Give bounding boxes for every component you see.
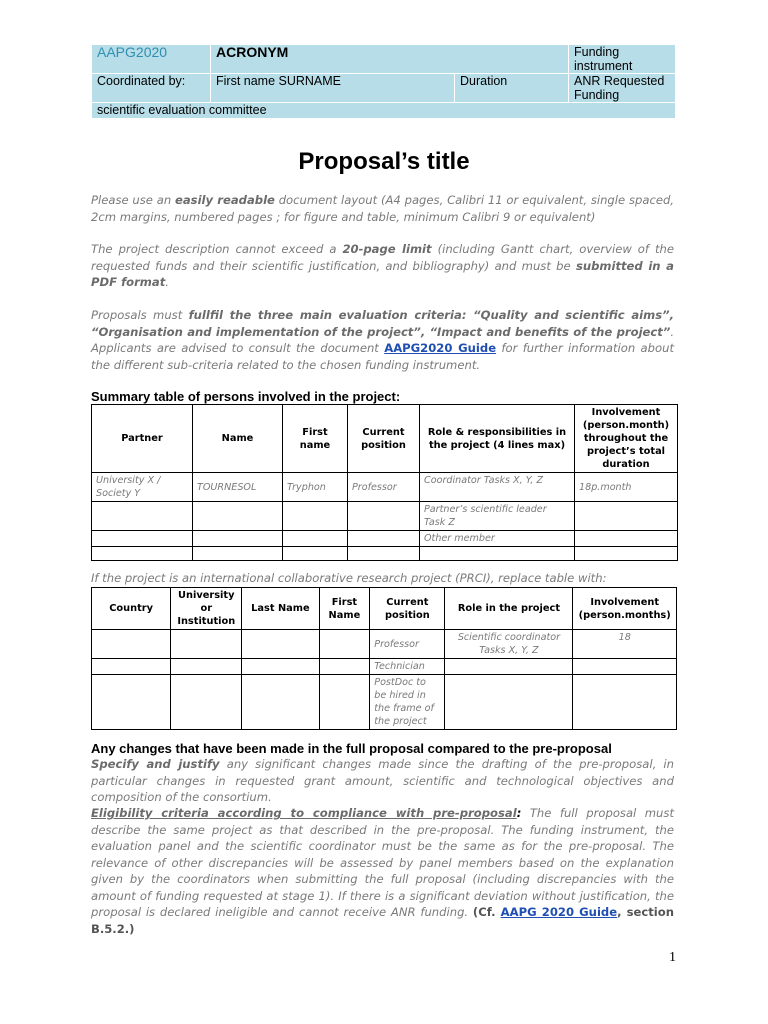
acronym-label: ACRONYM	[216, 44, 289, 60]
text: The project description cannot exceed a	[91, 242, 343, 256]
table-row	[92, 531, 678, 547]
table-cell: Professor	[348, 473, 420, 502]
table-cell	[319, 659, 370, 675]
text: . Applicants are advised to consult the document	[91, 324, 674, 355]
table-cell: Scientific coordinator Tasks X, Y, Z	[445, 630, 573, 659]
table-cell	[283, 502, 348, 531]
table-cell: University X / Society Y	[92, 473, 193, 502]
table-cell: Professor	[370, 630, 445, 659]
table-cell	[283, 531, 348, 547]
acronym-cell	[211, 45, 569, 74]
table-cell: TOURNESOL	[193, 473, 283, 502]
changes-paragraph	[91, 756, 674, 806]
table-cell	[445, 675, 573, 730]
table-cell	[242, 675, 319, 730]
emphasis: easily readable	[175, 193, 275, 207]
table-cell	[92, 659, 171, 675]
text: (including Gantt chart, overview of the requested funds and their scientific justification, and bibliography) and must be	[91, 242, 675, 273]
column-header: Role in the project	[445, 588, 573, 630]
eligibility-paragraph	[91, 805, 674, 937]
column-header: Last Name	[242, 588, 319, 630]
column-header: First Name	[319, 588, 370, 630]
table-cell	[348, 531, 420, 547]
text: , section B.5.2.)	[91, 905, 674, 936]
table-row	[92, 675, 677, 730]
table-cell: 18	[573, 630, 677, 659]
column-header: Current position	[348, 405, 420, 473]
committee-label: scientific evaluation committee	[92, 103, 676, 119]
table-cell	[283, 547, 348, 561]
table-row	[92, 473, 678, 502]
table-cell: PostDoc to be hired in the frame of the project	[370, 675, 445, 730]
table-cell	[92, 547, 193, 561]
table-cell	[193, 531, 283, 547]
table-cell	[92, 675, 171, 730]
table-cell	[171, 659, 242, 675]
brand-cell	[92, 45, 211, 74]
column-header: Role & responsibilities in the project (4 lines max)	[420, 405, 575, 473]
summary-table-heading: Summary table of persons involved in the project:	[91, 389, 401, 404]
page-number: 1	[669, 950, 676, 965]
table-cell	[193, 547, 283, 561]
table-cell	[92, 531, 193, 547]
text: Proposals must	[91, 308, 189, 322]
coordinator-name: First name SURNAME	[211, 74, 455, 103]
text: document layout (A4 pages, Calibri 11 or equivalent, single spaced, 2cm margins, numbered pages ; for figure and table, minimum Calibri 9 or equivalent)	[91, 193, 674, 224]
changes-heading: Any changes that have been made in the full proposal compared to the pre-proposal	[91, 741, 612, 756]
table-cell	[348, 502, 420, 531]
aapg-guide-2020-link[interactable]: AAPG 2020 Guide	[500, 905, 618, 919]
text: (Cf.	[472, 905, 501, 919]
table-cell: Technician	[370, 659, 445, 675]
emphasis: Specify and justify	[91, 757, 220, 771]
duration-label: Duration	[455, 74, 569, 103]
colon: :	[516, 806, 522, 820]
table-cell	[573, 675, 677, 730]
text: for further information about the different sub-criteria related to the chosen funding instrument.	[91, 341, 674, 372]
table-cell	[575, 502, 678, 531]
column-header: Involvement (person.months)	[573, 588, 677, 630]
brand-label: AAPG2020	[97, 44, 168, 60]
table-cell	[573, 659, 677, 675]
intro-paragraph-1	[91, 192, 674, 225]
emphasis: fullfil the three main evaluation criteria: “Quality and scientific aims”, “Organisation and implementation of the project”, “Impact and benefits of the project”	[91, 308, 674, 339]
text: Please use an	[91, 193, 175, 207]
text: any significant changes made since the drafting of the pre-proposal, in particular changes in requested grant amount, scientific and technological objectives and composition of the consortium.	[91, 757, 674, 804]
coordinated-by-label: Coordinated by:	[92, 74, 211, 103]
column-header: Country	[92, 588, 171, 630]
column-header: Current position	[370, 588, 445, 630]
table-cell: 18p.month	[575, 473, 678, 502]
summary-table	[91, 404, 678, 561]
table-cell	[575, 531, 678, 547]
emphasis: submitted in a PDF format	[91, 258, 674, 289]
table-cell	[242, 630, 319, 659]
column-header: University or Institution	[171, 588, 242, 630]
table-cell	[171, 630, 242, 659]
table-cell	[319, 675, 370, 730]
aapg-guide-link[interactable]: AAPG2020 Guide	[384, 341, 497, 355]
table-cell: Partner’s scientific leader Task Z	[420, 502, 575, 531]
table-cell	[575, 547, 678, 561]
intro-paragraph-2	[91, 241, 674, 291]
intro-paragraph-3	[91, 307, 674, 373]
anr-funding-label: ANR Requested Funding	[569, 74, 676, 103]
column-header: Partner	[92, 405, 193, 473]
table-cell: Tryphon	[283, 473, 348, 502]
prci-table	[91, 587, 677, 730]
table-cell: Coordinator Tasks X, Y, Z	[420, 473, 575, 502]
column-header: Name	[193, 405, 283, 473]
text: .	[165, 275, 169, 289]
table-cell	[420, 547, 575, 561]
table-row	[92, 547, 678, 561]
table-cell	[193, 502, 283, 531]
emphasis: Eligibility criteria according to compliance with pre-proposal	[91, 806, 517, 820]
page-title: Proposal’s title	[298, 148, 470, 175]
table-cell: Other member	[420, 531, 575, 547]
table-cell	[92, 630, 171, 659]
prci-intro: If the project is an international collaborative research project (PRCI), replace table with:	[91, 571, 607, 585]
table-row	[92, 659, 677, 675]
table-cell	[92, 502, 193, 531]
table-cell	[319, 630, 370, 659]
column-header: Involvement (person.month) throughout the project’s total duration	[575, 405, 678, 473]
text: The full proposal must describe the same project as that described in the pre-proposal. The funding instrument, the evaluation panel and the scientific coordinator must be the same as for the pre-proposal. The relevance of other discrepancies will be assessed by panel members based on the explanation given by the coordinators when submitting the full proposal (including discrepancies with the amount of funding requested at stage 1). If there is a significant deviation without justification, the proposal is declared ineligible and cannot receive ANR funding.	[91, 806, 674, 919]
table-cell	[242, 659, 319, 675]
table-row	[92, 502, 678, 531]
header-table	[91, 44, 676, 119]
table-cell	[348, 547, 420, 561]
table-cell	[445, 659, 573, 675]
column-header: First name	[283, 405, 348, 473]
emphasis: 20-page limit	[342, 242, 432, 256]
funding-instrument-cell: Funding instrument	[569, 45, 676, 74]
table-cell	[171, 675, 242, 730]
table-row	[92, 630, 677, 659]
